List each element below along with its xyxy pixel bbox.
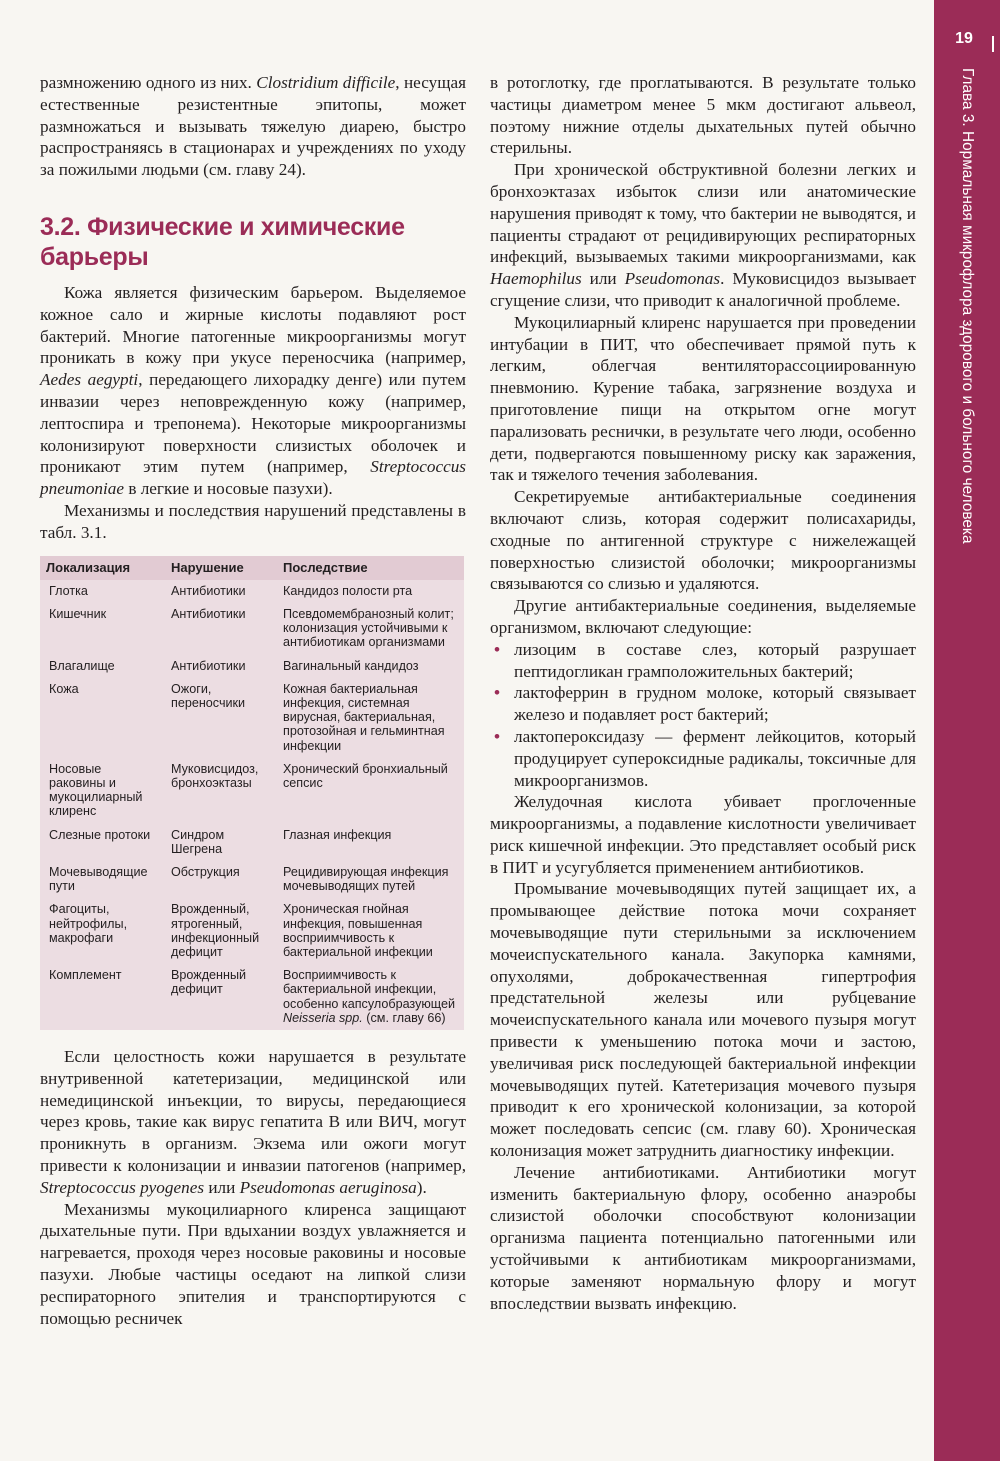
table-cell: Обструкция — [171, 865, 240, 879]
table-cell: Глотка — [49, 583, 88, 598]
table-cell: Кожа — [49, 681, 79, 696]
table-cell: Врожденный, ятрогенный, инфекционный дефицит — [171, 902, 260, 960]
table-header-row — [40, 556, 464, 580]
list-item: • лизоцим в составе слез, который разрушает пептидогликан грамположительных бактерий; — [490, 639, 916, 683]
chapter-sidebar — [934, 0, 1000, 1461]
bullet-list — [490, 639, 916, 792]
table-cell: Антибиотики — [171, 583, 246, 598]
paragraph-continuation: размножению одного из них. Clostridium difficile, несущая естественные резистентные эпитопы, может размножаться и вызывать тяжелую диарею, быстро распространяясь в стационарах и учреждениях по уходу за пожилыми людьми (см. главу 24). — [40, 73, 466, 180]
table-cell: Рецидивирующая инфекция мочевыводящих путей — [283, 865, 449, 894]
left-column — [40, 72, 466, 1329]
table-cell: Псевдомембранозный колит; колонизация устойчивыми к антибиотикам организмами — [283, 606, 454, 650]
table-cell: Восприимчивость к бактериальной инфекции, особенно капсулобразующей Neisseria spp. (см. главу 66) — [283, 968, 456, 1025]
table-3-1 — [40, 556, 464, 1030]
paragraph-other-compounds: Другие антибактериальные соединения, выделяемые организмом, включают следующие: — [490, 596, 916, 637]
table-cell: Антибиотики — [171, 658, 246, 673]
table-cell: Врожденный дефицит — [171, 968, 247, 997]
table-row — [40, 861, 464, 898]
table-row — [40, 655, 464, 678]
table-cell: Фагоциты, нейтрофилы, макрофаги — [49, 902, 128, 945]
table-row — [40, 898, 464, 964]
col-header-consequence: Последствие — [277, 556, 464, 580]
paragraph-table-ref: Механизмы и последствия нарушений представлены в табл. 3.1. — [40, 500, 466, 542]
table-cell: Мочевыводящие пути — [49, 865, 148, 894]
table-cell: Синдром Шегрена — [171, 827, 225, 856]
list-item: • лактопероксидазу — фермент лейкоцитов, который продуцирует супероксидные радикалы, токсичные для микроорганизмов. — [490, 726, 916, 791]
table-cell: Антибиотики — [171, 606, 246, 621]
table-row — [40, 678, 464, 758]
table-cell: Слезные протоки — [49, 827, 151, 842]
section-heading: 3.2. Физические и химические барьеры — [40, 212, 405, 271]
table-cell: Хронический бронхиальный сепсис — [283, 761, 448, 790]
table-cell: Кожная бактериальная инфекция, системная вирусная, бактериальная, протозойная и гельминтная инфекции — [283, 681, 445, 753]
table-cell: Комплемент — [49, 968, 122, 983]
table-cell: Кандидоз полости рта — [283, 583, 413, 598]
list-item: • лактоферрин в грудном молоке, который связывает железо и подавляет рост бактерий; — [490, 682, 916, 726]
table-row — [40, 964, 464, 1030]
paragraph-urinary: Промывание мочевыводящих путей защищает их, а промывающее действие потока мочи сохраняет мочевыводящие пути стерильными за исключением мочеиспускательного канала. Закупорка камнями, опухолями, доброкачественная гипертрофия предстательной железы или рубцевание мочеиспускательного канала или мочевого пузыря могут привести к уменьшению потока мочи и застою, увеличивая риск последующей бактериальной инфекции мочевыводящих путей. Катетеризация мочевого пузыря приводит к его хронической колонизации, за которой может последовать сепсис (см. главу 60). Хроническая колонизация может затруднить диагностику инфекции. — [490, 879, 916, 1161]
paragraph-intubation: Мукоцилиарный клиренс нарушается при проведении интубации в ПИТ, что обеспечивает прямой путь к легким, облегчая вентиляторассоциированную пневмонию. Курение табака, загрязнение воздуха и приготовление пищи на открытом огне могут парализовать реснички, в результате чего люди, особенно дети, подвергаются повышенному риску как заражения, так и тяжелого течения заболевания. — [490, 312, 916, 485]
right-column — [490, 72, 916, 1314]
col-header-disorder: Нарушение — [165, 556, 277, 580]
paragraph-gastric-acid: Желудочная кислота убивает проглоченные микроорганизмы, а подавление кислотности увеличивает риск кишечной инфекции. Это представляет особый риск в ПИТ и усугубляется применением антибиотиков. — [490, 792, 916, 877]
table-cell: Носовые раковины и мукоцилиарный клиренс — [49, 761, 143, 819]
table-row — [40, 758, 464, 824]
paragraph-copd: При хронической обструктивной болезни легких и бронхоэктазах избыток слизи или анатомические нарушения приводят к тому, что бактерии не выводятся, и пациенты страдают от рецидивирующих респираторных инфекций, вызываемых такими микроорганизмами, как Haemophilus или Pseudomonas. Муковисцидоз вызывает сгущение слизи, что приводит к аналогичной проблеме. — [490, 160, 916, 310]
paragraph-continuation: в ротоглотку, где проглатываются. В результате только частицы диаметром менее 5 мкм достигают альвеол, поэтому нижние отделы дыхательных путей обычно стерильны. — [490, 73, 916, 158]
paragraph-secreted-compounds: Секретируемые антибактериальные соединения включают слизь, которая содержит полисахариды, сходные по антигенной структуре с нижележащей поверхностью слизистой оболочки; микроорганизмы связываются со слизью и удаляются. — [490, 487, 916, 594]
chapter-title: Глава 3. Нормальная микрофлора здорового и больного человека — [959, 68, 976, 544]
table-cell: Кишечник — [49, 606, 107, 621]
table-row — [40, 603, 464, 655]
table-cell: Глазная инфекция — [283, 827, 392, 842]
table-cell: Влагалище — [49, 658, 115, 673]
table-cell: Хроническая гнойная инфекция, повышенная восприимчивость к бактериальной инфекции — [283, 902, 433, 960]
table-row — [40, 824, 464, 861]
paragraph-skin-integrity: Если целостность кожи нарушается в результате внутривенной катетеризации, медицинской или немедицинской инъекции, то вирусы, передающиеся через кровь, такие как вирус гепатита В или ВИЧ, могут проникнуть в организм. Экзема или ожоги могут привести к колонизации и инвазии патогенов (например, Streptococcus pyogenes или Pseudomonas aeruginosa). — [40, 1047, 466, 1197]
table-cell: Муковисцидоз, бронхоэктазы — [171, 761, 259, 790]
col-header-localization: Локализация — [40, 556, 165, 580]
table-row — [40, 580, 464, 603]
paragraph-mucociliary: Механизмы мукоцилиарного клиренса защищают дыхательные пути. При вдыхании воздух увлажняется и нагревается, проходя через носовые раковины и носовые пазухи. Любые частицы оседают на липкой слизи респираторного эпителия и транспортируются с помощью ресничек — [40, 1199, 466, 1328]
paragraph-antibiotics: Лечение антибиотиками. Антибиотики могут изменить бактериальную флору, особенно анаэробы слизистой оболочки способствуют колонизации организма пациента потенциально патогенными или устойчивыми к антибиотикам микроорганизмами, которые заменяют нормальную флору и могут впоследствии вызвать инфекцию. — [490, 1162, 916, 1313]
paragraph-skin: Кожа является физическим барьером. Выделяемое кожное сало и жирные кислоты подавляют рост бактерий. Многие патогенные микроорганизмы могут проникать в кожу при укусе переносчика (например, Aedes aegypti, передающего лихорадку денге) или путем инвазии через неповрежденную кожу (например, лептоспира и трепонема). Некоторые микроорганизмы колонизируют поверхности слизистых оболочек и проникают этим путем (например, Streptococcus pneumoniae в легкие и носовые пазухи). — [40, 282, 466, 499]
table-cell: Вагинальный кандидоз — [283, 658, 419, 673]
table-cell: Ожоги, переносчики — [171, 681, 246, 710]
page-number: 19 — [955, 30, 973, 47]
page-number-divider — [992, 36, 994, 52]
